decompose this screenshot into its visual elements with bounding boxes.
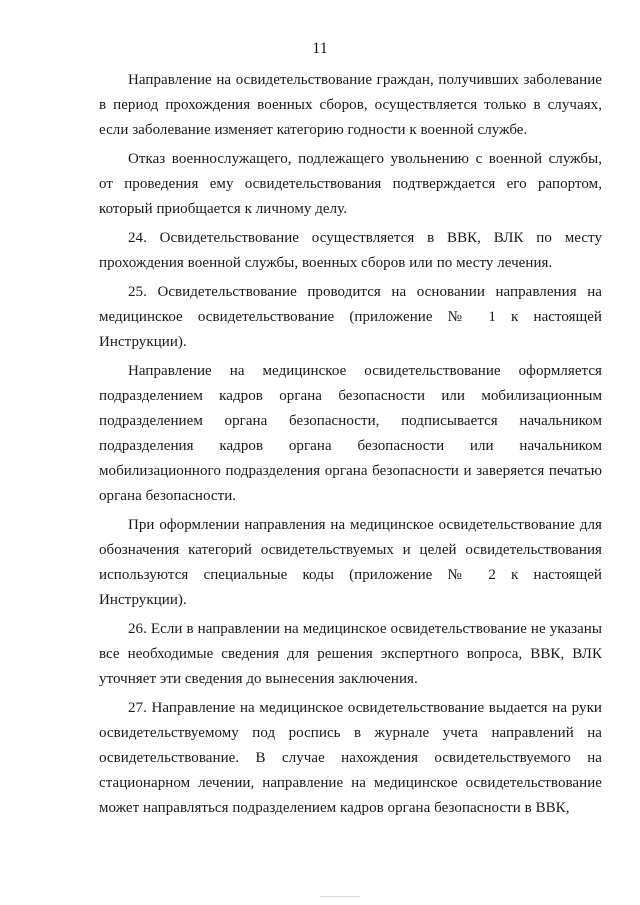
paragraph-codes: При оформлении направления на медицинское освидетельствование для обозначения категорий освидетельствуемых и целей освидетельствования используются специальные коды (приложение № 2 к настоящей Инструкции). [99, 517, 602, 608]
paragraph-refusal: Отказ военнослужащего, подлежащего увольнению с военной службы, от проведения ему освидетельствования подтверждается его рапортом, который приобщается к личному делу. [99, 151, 602, 217]
page-number: 11 [312, 40, 328, 57]
paragraph-referral-issuing: Направление на медицинское освидетельствование оформляется подразделением кадров органа безопасности или мобилизационным подразделением органа безопасности, подписывается начальником подразделения кадров органа безопасности или начальником мобилизационного подразделения органа безопасности и заверяется печатью органа безопасности. [99, 363, 602, 504]
paragraph-referral-training: Направление на освидетельствование граждан, получивших заболевание в период прохождения военных сборов, осуществляется только в случаях, если заболевание изменяет категорию годности к военной службе. [99, 72, 602, 138]
paragraph-26: 26. Если в направлении на медицинское освидетельствование не указаны все необходимые сведения для решения экспертного вопроса, ВВК, ВЛК уточняет эти сведения до вынесения заключения. [99, 621, 602, 687]
paragraph-25: 25. Освидетельствование проводится на основании направления на медицинское освидетельствование (приложение № 1 к настоящей Инструкции). [99, 284, 602, 350]
scan-artifact [320, 896, 360, 897]
paragraph-27: 27. Направление на медицинское освидетельствование выдается на руки освидетельствуемому под роспись в журнале учета направлений на освидетельствование. В случае нахождения освидетельствуемого на стационарном лечении, направление на медицинское освидетельствование может направляться подразделением кадров органа безопасности в ВВК, [99, 700, 602, 816]
paragraph-24: 24. Освидетельствование осуществляется в ВВК, ВЛК по месту прохождения военной службы, военных сборов или по месту лечения. [99, 230, 602, 271]
document-body [99, 68, 602, 825]
